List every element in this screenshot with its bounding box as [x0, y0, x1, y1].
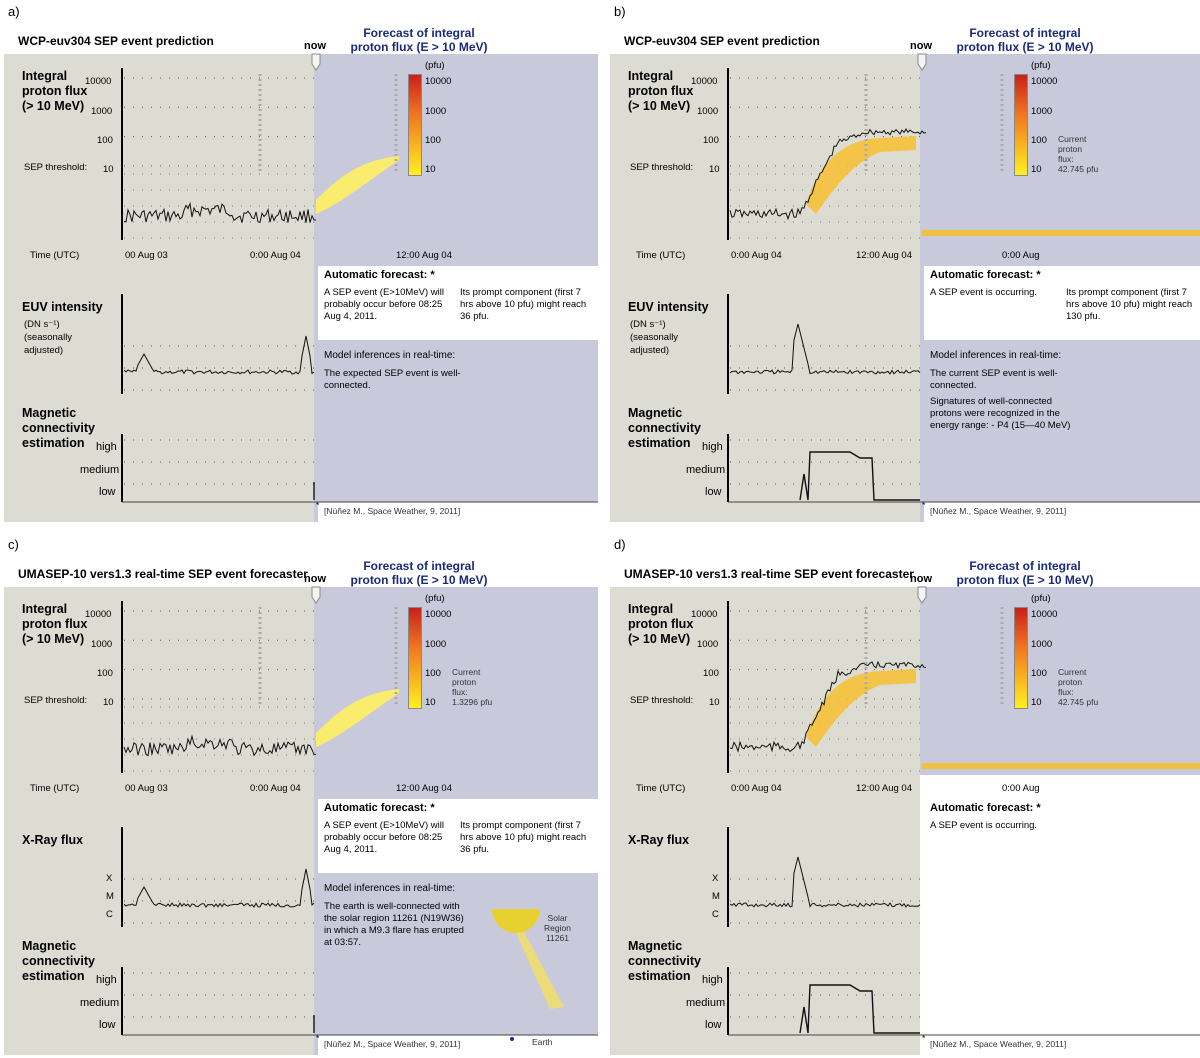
- forecast-text-1: A SEP event is occurring.: [930, 287, 1038, 298]
- pfu-label: (pfu): [425, 60, 445, 71]
- middle-series-line: [730, 324, 920, 374]
- scale-tick-1000: 1000: [425, 639, 447, 650]
- forecast-title-line-2: proton flux (E > 10 MeV): [350, 573, 488, 587]
- inference-text-1: The current SEP event is well-connected.: [930, 368, 1058, 391]
- display-frame: [610, 587, 1200, 1055]
- flux-axis-title-1: Integral: [628, 69, 674, 83]
- connectivity-title-3: estimation: [628, 436, 691, 450]
- forecast-text-2: Its prompt component (first 7 hrs above 10 pfu) might reach 36 pfu.: [460, 820, 587, 855]
- forecast-text-1: A SEP event is occurring.: [930, 820, 1038, 831]
- flux-tick-1000: 1000: [91, 639, 113, 650]
- scale-tick-100: 100: [425, 668, 441, 679]
- scale-tick-10: 10: [1031, 164, 1042, 175]
- current-flux-line-2: proton: [1058, 144, 1083, 154]
- flux-series-line: [124, 736, 316, 755]
- inference-title: Model inferences in real-time:: [324, 883, 456, 894]
- forecast-text-1: A SEP event (E>10MeV) will probably occur before 08:25 Aug 4, 2011.: [324, 287, 444, 322]
- forecast-title: [930, 559, 1120, 587]
- scale-tick-10: 10: [425, 164, 436, 175]
- flux-axis-title: [22, 602, 87, 647]
- scale-tick-1000: 1000: [425, 106, 447, 117]
- middle-axis-title: [628, 833, 689, 848]
- now-label: now: [910, 40, 932, 52]
- flux-tick-10: 10: [103, 164, 114, 175]
- connectivity-title-2: connectivity: [628, 421, 701, 435]
- current-flux-line-3: flux:: [1058, 687, 1074, 697]
- inference-title: Model inferences in real-time:: [324, 350, 456, 361]
- solar-region-line-1: Solar: [547, 913, 568, 923]
- scale-tick-10000: 10000: [1031, 76, 1058, 87]
- scale-tick-10000: 10000: [1031, 609, 1058, 620]
- now-marker-icon: [312, 587, 320, 603]
- auto-forecast-title: Automatic forecast: *: [324, 269, 435, 281]
- flux-axis-title: [628, 69, 693, 114]
- time-tick-2: 12:00 Aug 04: [856, 250, 912, 261]
- forecast-title-line-1: Forecast of integral: [969, 26, 1081, 40]
- connectivity-tick-medium: medium: [686, 464, 726, 476]
- current-flux-line-1: Current: [1058, 667, 1087, 677]
- flux-tick-100: 100: [703, 668, 719, 679]
- now-marker-icon: [312, 54, 320, 70]
- citation: [Núñez M., Space Weather, 9, 2011]: [324, 1039, 461, 1049]
- forecast-text-2: Its prompt component (first 7 hrs above 10 pfu) might reach 36 pfu.: [460, 287, 587, 322]
- solar-region-line-3: 11261: [545, 933, 569, 943]
- citation: [Núñez M., Space Weather, 9, 2011]: [930, 1039, 1067, 1049]
- solar-region-line-2: Region: [544, 923, 571, 933]
- forecast-title-line-1: Forecast of integral: [363, 26, 475, 40]
- forecast-panel-c: [4, 535, 598, 1055]
- forecast-flux-band: [806, 136, 916, 214]
- middle-axis-title-1: EUV intensity: [628, 300, 709, 314]
- connectivity-title-1: Magnetic: [22, 939, 77, 953]
- time-tick-3: 12:00 Aug 04: [396, 250, 452, 261]
- flux-tick-1000: 1000: [91, 106, 113, 117]
- display-frame: [4, 54, 598, 522]
- system-title: UMASEP-10 vers1.3 real-time SEP event forecaster: [18, 567, 308, 581]
- flux-tick-10000: 10000: [85, 76, 112, 87]
- citation: [Núñez M., Space Weather, 9, 2011]: [930, 506, 1067, 516]
- inference-text-2: Signatures of well-connected protons were recognized in the energy range: - P4 (15—40 MeV): [930, 396, 1071, 431]
- time-tick-2: 0:00 Aug 04: [250, 250, 301, 261]
- forecast-flux-band: [316, 156, 399, 214]
- footnote-star: *: [922, 1033, 926, 1043]
- pfu-label: (pfu): [1031, 60, 1051, 71]
- flux-axis-title-1: Integral: [22, 602, 68, 616]
- connectivity-title-3: estimation: [628, 969, 691, 983]
- flux-series-line: [124, 204, 316, 223]
- flux-axis-title-1: Integral: [628, 602, 674, 616]
- pfu-label: (pfu): [425, 593, 445, 604]
- connectivity-tick-medium: medium: [80, 464, 120, 476]
- display-frame: [610, 54, 1200, 522]
- flux-axis-title-2: proton flux: [22, 84, 88, 98]
- xray-tick-c: C: [106, 909, 113, 920]
- sep-threshold-label: SEP threshold:: [630, 162, 694, 173]
- xray-tick-x: X: [106, 873, 113, 884]
- panel-letter: a): [8, 4, 20, 19]
- sun-icon: [492, 909, 540, 933]
- time-tick-2: 0:00 Aug 04: [250, 783, 301, 794]
- time-axis-label: Time (UTC): [636, 250, 686, 261]
- connectivity-title-2: connectivity: [22, 421, 95, 435]
- time-tick-1: 00 Aug 03: [125, 783, 168, 794]
- scale-tick-100: 100: [1031, 135, 1047, 146]
- connectivity-tick-low: low: [99, 486, 116, 498]
- current-flux-value: 42.745 pfu: [1058, 697, 1099, 707]
- middle-axis-title-1: EUV intensity: [22, 300, 103, 314]
- current-flux-line-2: proton: [1058, 677, 1083, 687]
- now-marker-icon: [918, 54, 926, 70]
- flux-axis-title-3: (> 10 MeV): [22, 99, 85, 113]
- earth-icon: [510, 1037, 514, 1041]
- scale-tick-1000: 1000: [1031, 106, 1053, 117]
- flux-color-scale: [1014, 607, 1028, 709]
- flux-tick-10000: 10000: [691, 76, 718, 87]
- middle-axis-title-1: X-Ray flux: [628, 833, 690, 847]
- flux-axis-title-3: (> 10 MeV): [628, 632, 691, 646]
- flux-tick-10000: 10000: [85, 609, 112, 620]
- connectivity-series-line: [800, 985, 920, 1033]
- forecast-title-line-2: proton flux (E > 10 MeV): [350, 40, 488, 54]
- current-flux-value: 1.3296 pfu: [452, 697, 493, 707]
- connectivity-tick-low: low: [99, 1019, 116, 1031]
- current-flux-line-2: proton: [452, 677, 477, 687]
- scale-tick-100: 100: [1031, 668, 1047, 679]
- forecast-panel-d: [610, 535, 1200, 1055]
- now-label: now: [910, 573, 932, 585]
- time-tick-3: 12:00 Aug 04: [396, 783, 452, 794]
- flux-axis-title-2: proton flux: [628, 617, 694, 631]
- scale-tick-100: 100: [425, 135, 441, 146]
- forecast-title-line-2: proton flux (E > 10 MeV): [956, 573, 1094, 587]
- connectivity-tick-high: high: [96, 974, 117, 986]
- middle-axis-sub-3: adjusted): [630, 345, 670, 356]
- forecast-panel-a: [4, 2, 598, 522]
- flux-tick-10: 10: [103, 697, 114, 708]
- current-flux-line-3: flux:: [1058, 154, 1074, 164]
- footnote-star: *: [316, 1033, 320, 1043]
- time-axis-label: Time (UTC): [30, 783, 80, 794]
- connectivity-tick-medium: medium: [80, 997, 120, 1009]
- connectivity-axis-title: [22, 939, 95, 984]
- connectivity-tick-high: high: [702, 974, 723, 986]
- flux-tick-10: 10: [709, 697, 720, 708]
- time-tick-1: 0:00 Aug 04: [731, 250, 782, 261]
- forecast-title: [324, 559, 514, 587]
- inference-text-1: The earth is well-connected with the solar region 11261 (N19W36) in which a M9.3 flare has erupted at 03:57.: [324, 901, 464, 948]
- panel-letter: c): [8, 537, 19, 552]
- time-axis-label: Time (UTC): [636, 783, 686, 794]
- xray-tick-m: M: [712, 891, 720, 902]
- middle-axis-sub-2: (seasonally: [24, 332, 73, 343]
- connectivity-tick-medium: medium: [686, 997, 726, 1009]
- middle-series-line: [730, 857, 920, 907]
- middle-axis-sub-1: (DN s⁻¹): [24, 319, 60, 330]
- flux-tick-10000: 10000: [691, 609, 718, 620]
- forecast-title-line-1: Forecast of integral: [363, 559, 475, 573]
- system-title: WCP-euv304 SEP event prediction: [18, 34, 214, 48]
- scale-tick-10: 10: [1031, 697, 1042, 708]
- time-axis-label: Time (UTC): [30, 250, 80, 261]
- pfu-label: (pfu): [1031, 593, 1051, 604]
- forecast-title: [930, 26, 1120, 54]
- forecast-flux-band: [806, 669, 916, 747]
- now-marker-icon: [918, 587, 926, 603]
- middle-series-line: [124, 869, 314, 907]
- display-frame: [4, 587, 598, 1055]
- connectivity-axis-title: [628, 406, 701, 451]
- sep-threshold-label: SEP threshold:: [630, 695, 694, 706]
- flux-color-scale: [408, 607, 422, 709]
- scale-tick-10000: 10000: [425, 609, 452, 620]
- forecast-panel-b: [610, 2, 1200, 522]
- time-tick-2: 12:00 Aug 04: [856, 783, 912, 794]
- forecast-flux-band: [316, 689, 399, 747]
- middle-axis-sub: [630, 318, 678, 357]
- current-flux-readout: [1058, 667, 1098, 707]
- connectivity-title-2: connectivity: [628, 954, 701, 968]
- current-flux-value: 42.745 pfu: [1058, 164, 1099, 174]
- time-tick-1: 0:00 Aug 04: [731, 783, 782, 794]
- solar-region-label: [544, 913, 571, 943]
- current-flux-readout: [1058, 134, 1098, 174]
- flux-axis-title-2: proton flux: [22, 617, 88, 631]
- connectivity-tick-low: low: [705, 1019, 722, 1031]
- flux-axis-title-3: (> 10 MeV): [22, 632, 85, 646]
- flux-color-scale: [408, 74, 422, 176]
- connectivity-axis-title: [22, 406, 95, 451]
- system-title: WCP-euv304 SEP event prediction: [624, 34, 820, 48]
- now-label: now: [304, 573, 326, 585]
- middle-axis-sub-1: (DN s⁻¹): [630, 319, 666, 330]
- flux-axis-title: [22, 69, 87, 114]
- forecast-title-line-1: Forecast of integral: [969, 559, 1081, 573]
- middle-axis-sub: [24, 318, 72, 357]
- middle-axis-title-1: X-Ray flux: [22, 833, 84, 847]
- current-flux-line-3: flux:: [452, 687, 468, 697]
- flux-tick-100: 100: [97, 135, 113, 146]
- citation: [Núñez M., Space Weather, 9, 2011]: [324, 506, 461, 516]
- middle-axis-sub-3: adjusted): [24, 345, 64, 356]
- time-tick-1: 00 Aug 03: [125, 250, 168, 261]
- connection-beam: [516, 932, 564, 1009]
- xray-tick-x: X: [712, 873, 719, 884]
- connectivity-title-3: estimation: [22, 969, 85, 983]
- connectivity-series-line: [800, 452, 920, 500]
- xray-tick-c: C: [712, 909, 719, 920]
- forecast-title-line-2: proton flux (E > 10 MeV): [956, 40, 1094, 54]
- now-label: now: [304, 40, 326, 52]
- flux-axis-title-2: proton flux: [628, 84, 694, 98]
- inference-title: Model inferences in real-time:: [930, 350, 1062, 361]
- connectivity-tick-high: high: [96, 441, 117, 453]
- time-tick-3: 0:00 Aug: [1002, 250, 1040, 261]
- flux-tick-100: 100: [703, 135, 719, 146]
- inference-text-1: The expected SEP event is well-connected.: [324, 368, 461, 391]
- current-flux-line-1: Current: [452, 667, 481, 677]
- current-flux-line-1: Current: [1058, 134, 1087, 144]
- connectivity-title-2: connectivity: [22, 954, 95, 968]
- connectivity-title-1: Magnetic: [628, 939, 683, 953]
- flux-color-scale: [1014, 74, 1028, 176]
- forecast-text-1: A SEP event (E>10MeV) will probably occur before 08:25 Aug 4, 2011.: [324, 820, 444, 855]
- panel-letter: d): [614, 537, 626, 552]
- scale-tick-10: 10: [425, 697, 436, 708]
- time-tick-3: 0:00 Aug: [1002, 783, 1040, 794]
- forecast-flux-line: [922, 763, 1200, 769]
- earth-label: Earth: [532, 1037, 553, 1047]
- connectivity-title-1: Magnetic: [22, 406, 77, 420]
- connectivity-tick-high: high: [702, 441, 723, 453]
- auto-forecast-title: Automatic forecast: *: [930, 269, 1041, 281]
- middle-axis-sub-2: (seasonally: [630, 332, 679, 343]
- flux-axis-title-3: (> 10 MeV): [628, 99, 691, 113]
- system-title: UMASEP-10 vers1.3 real-time SEP event forecaster: [624, 567, 914, 581]
- forecast-text-2: Its prompt component (first 7 hrs above 10 pfu) might reach 130 pfu.: [1066, 287, 1193, 322]
- footnote-star: *: [316, 500, 320, 510]
- panel-letter: b): [614, 4, 626, 19]
- connectivity-tick-low: low: [705, 486, 722, 498]
- flux-axis-title-1: Integral: [22, 69, 68, 83]
- middle-series-line: [124, 336, 314, 374]
- flux-axis-title: [628, 602, 693, 647]
- connectivity-axis-title: [628, 939, 701, 984]
- flux-tick-1000: 1000: [697, 106, 719, 117]
- xray-tick-m: M: [106, 891, 114, 902]
- current-flux-readout: [452, 667, 492, 707]
- connectivity-title-1: Magnetic: [628, 406, 683, 420]
- chart-svg: [610, 587, 1200, 1055]
- sep-threshold-label: SEP threshold:: [24, 695, 88, 706]
- forecast-flux-line: [922, 230, 1200, 236]
- scale-tick-1000: 1000: [1031, 639, 1053, 650]
- auto-forecast-title: Automatic forecast: *: [930, 802, 1041, 814]
- flux-tick-100: 100: [97, 668, 113, 679]
- flux-tick-1000: 1000: [697, 639, 719, 650]
- sep-threshold-label: SEP threshold:: [24, 162, 88, 173]
- footnote-star: *: [922, 500, 926, 510]
- connectivity-title-3: estimation: [22, 436, 85, 450]
- auto-forecast-title: Automatic forecast: *: [324, 802, 435, 814]
- flux-tick-10: 10: [709, 164, 720, 175]
- forecast-title: [324, 26, 514, 54]
- middle-axis-title: [22, 833, 83, 848]
- scale-tick-10000: 10000: [425, 76, 452, 87]
- middle-axis-title: [628, 300, 709, 315]
- middle-axis-title: [22, 300, 103, 315]
